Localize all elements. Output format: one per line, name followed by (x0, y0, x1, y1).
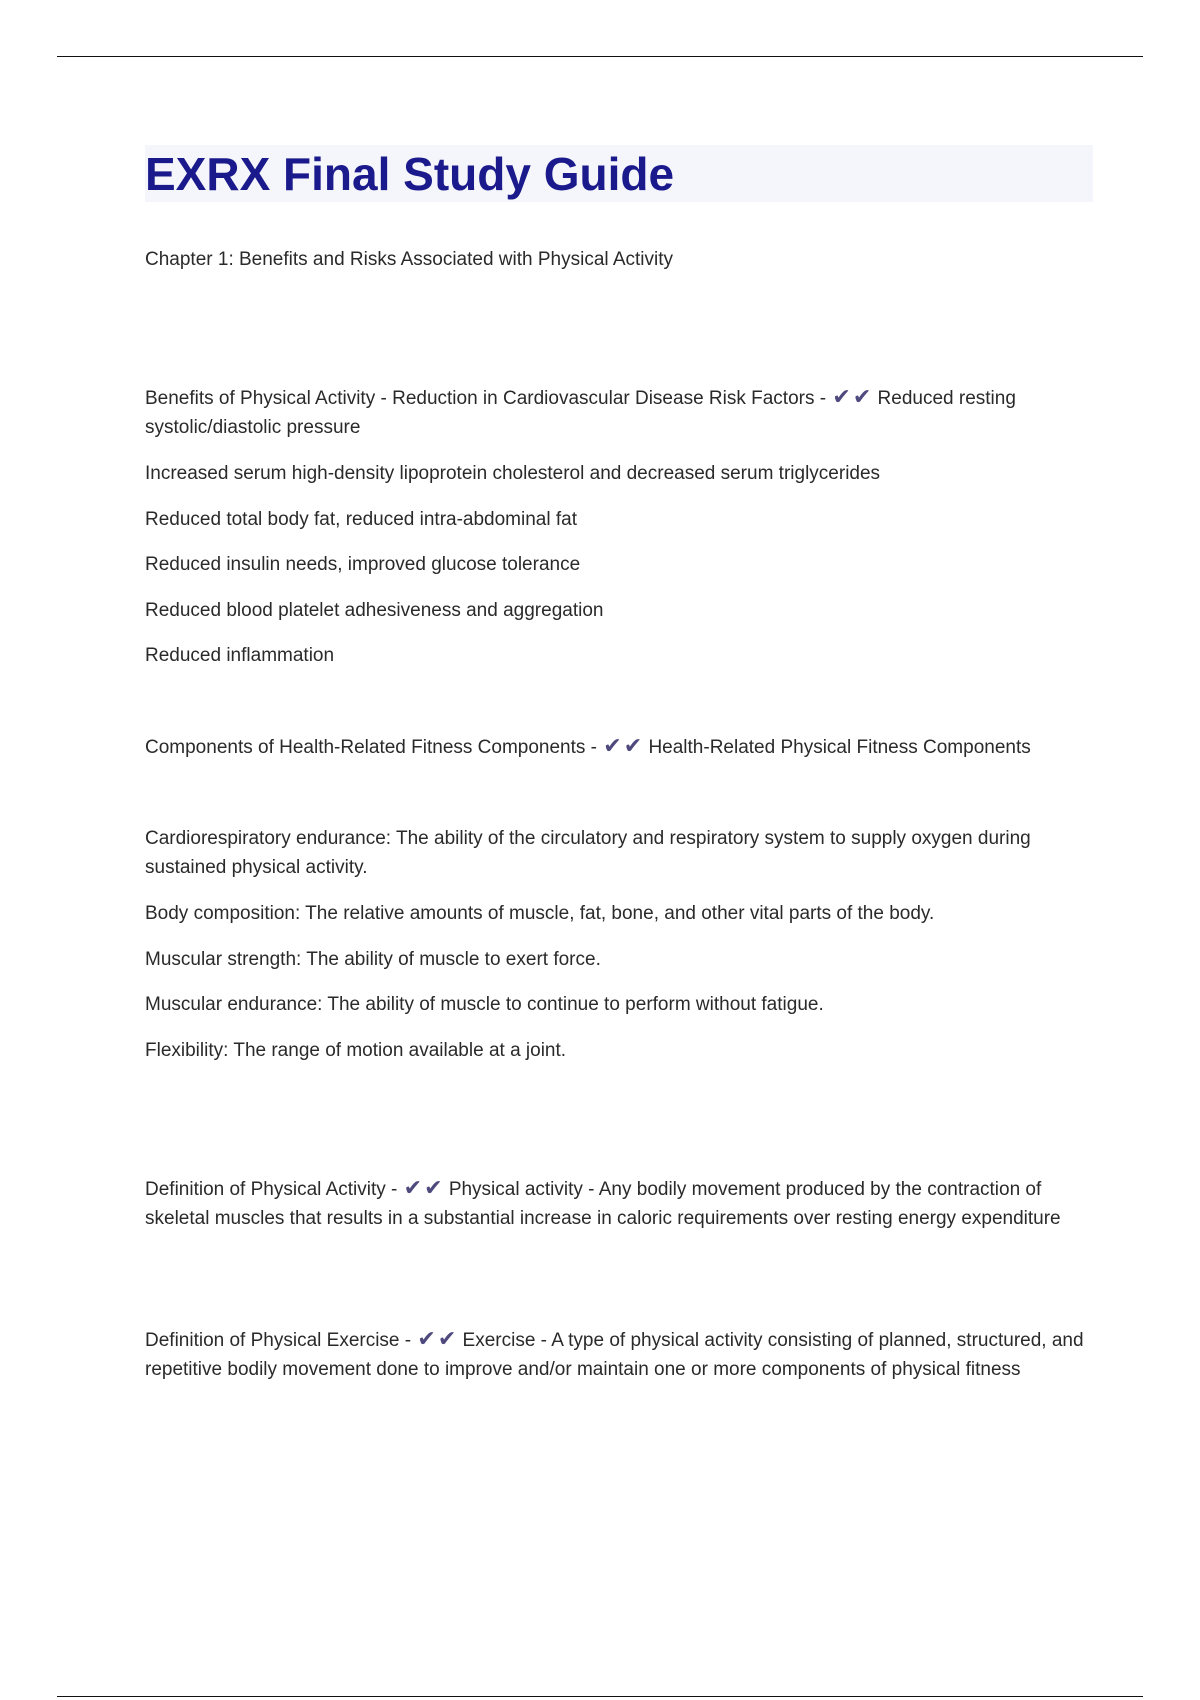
definition-activity-answer: Physical activity - Any bodily movement produced by the contraction of skeletal muscles that results in a substantial increase in caloric requirements over resting energy expenditure (145, 1179, 1061, 1229)
list-item: Reduced inflammation (145, 645, 335, 666)
check-mark-icon: ✔ (417, 1326, 436, 1351)
chapter-heading: Chapter 1: Benefits and Risks Associated with Physical Activity (145, 249, 674, 270)
benefits-answer: Reduced resting systolic/diastolic pressure (145, 388, 1016, 438)
top-rule (57, 56, 1143, 57)
list-item: Reduced blood platelet adhesiveness and aggregation (145, 600, 604, 621)
benefits-term: Benefits of Physical Activity - Reduction in Cardiovascular Disease Risk Factors - (145, 388, 827, 409)
document-title: EXRX Final Study Guide (145, 148, 675, 200)
list-item: Muscular strength: The ability of muscle to exert force. (145, 949, 601, 970)
bottom-rule (57, 1696, 1143, 1697)
list-item: Body composition: The relative amounts of muscle, fat, bone, and other vital parts of the body. (145, 903, 935, 924)
list-item: Cardiorespiratory endurance: The ability of the circulatory and respiratory system to supply oxygen during sustained physical activity. (145, 828, 1031, 878)
list-item: Increased serum high-density lipoprotein cholesterol and decreased serum triglycerides (145, 463, 881, 484)
check-mark-icon: ✔ (424, 1175, 443, 1200)
check-mark-icon: ✔ (852, 384, 872, 409)
list-item: Reduced insulin needs, improved glucose tolerance (145, 554, 581, 575)
list-item: Muscular endurance: The ability of muscle to continue to perform without fatigue. (145, 994, 824, 1015)
definition-exercise-term: Definition of Physical Exercise - (145, 1330, 412, 1351)
components-answer: Health-Related Physical Fitness Components (648, 737, 1031, 758)
check-mark-icon: ✔ (623, 733, 643, 758)
components-term: Components of Health-Related Fitness Components - (145, 737, 598, 758)
check-mark-icon: ✔ (832, 384, 851, 409)
benefits-flashcard (145, 384, 1095, 442)
definition-activity-term: Definition of Physical Activity - (145, 1179, 398, 1200)
components-flashcard (145, 733, 1095, 762)
check-mark-icon: ✔ (603, 733, 622, 758)
definition-exercise-flashcard (145, 1326, 1095, 1384)
list-item: Flexibility: The range of motion available at a joint. (145, 1040, 567, 1061)
list-item: Reduced total body fat, reduced intra-abdominal fat (145, 509, 577, 530)
check-mark-icon: ✔ (437, 1326, 457, 1351)
check-mark-icon: ✔ (403, 1175, 423, 1200)
definition-activity-flashcard (145, 1175, 1095, 1233)
definition-exercise-answer: Exercise - A type of physical activity consisting of planned, structured, and repetitive bodily movement done to improve and/or maintain one or more components of physical fitness (145, 1330, 1084, 1380)
